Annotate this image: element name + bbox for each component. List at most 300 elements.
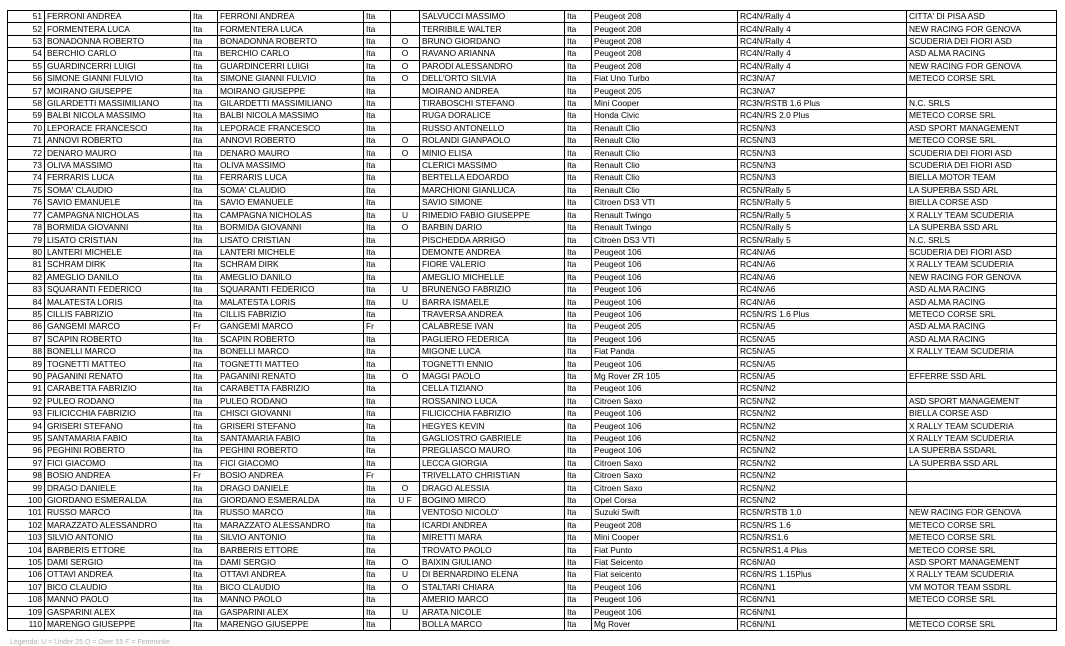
cell-mark	[391, 432, 420, 444]
cell-driver-nat: Ita	[191, 184, 218, 196]
cell-entrant: GIORDANO ESMERALDA	[218, 494, 364, 506]
cell-driver-nat: Ita	[191, 544, 218, 556]
cell-entrant: ANNOVI ROBERTO	[218, 135, 364, 147]
cell-mark	[391, 110, 420, 122]
cell-entrant-nat: Ita	[364, 159, 391, 171]
cell-codriver-nat: Ita	[565, 60, 592, 72]
cell-codriver: RUSSO ANTONELLO	[420, 122, 565, 134]
cell-car: Fiat Punto	[592, 544, 738, 556]
cell-n: 75	[8, 184, 45, 196]
table-row	[8, 333, 1057, 345]
cell-entrant: SILVIO ANTONIO	[218, 532, 364, 544]
table-row	[8, 209, 1057, 221]
cell-mark: O	[391, 60, 420, 72]
cell-class: RC5N/A5	[738, 370, 907, 382]
cell-car: Peugeot 106	[592, 296, 738, 308]
cell-n: 105	[8, 556, 45, 568]
cell-driver: SOMA' CLAUDIO	[45, 184, 191, 196]
cell-codriver-nat: Ita	[565, 159, 592, 171]
cell-class: RC5N/Rally 5	[738, 184, 907, 196]
cell-entrant: GUARDINCERRI LUIGI	[218, 60, 364, 72]
table-row	[8, 482, 1057, 494]
cell-codriver-nat: Ita	[565, 420, 592, 432]
cell-class: RC5N/N2	[738, 482, 907, 494]
cell-class: RC5N/N2	[738, 432, 907, 444]
cell-class: RC4N/Rally 4	[738, 48, 907, 60]
cell-team: ASD ALMA RACING	[907, 296, 1057, 308]
cell-driver-nat: Ita	[191, 457, 218, 469]
cell-n: 96	[8, 445, 45, 457]
cell-n: 92	[8, 395, 45, 407]
cell-n: 77	[8, 209, 45, 221]
table-row	[8, 246, 1057, 258]
cell-entrant-nat: Ita	[364, 494, 391, 506]
cell-codriver: GAGLIOSTRO GABRIELE	[420, 432, 565, 444]
cell-driver: DAMI SERGIO	[45, 556, 191, 568]
cell-codriver-nat: Ita	[565, 618, 592, 630]
cell-class: RC5N/N2	[738, 494, 907, 506]
cell-n: 58	[8, 97, 45, 109]
cell-driver-nat: Ita	[191, 221, 218, 233]
cell-mark	[391, 184, 420, 196]
cell-team: X RALLY TEAM SCUDERIA	[907, 259, 1057, 271]
cell-mark	[391, 85, 420, 97]
cell-driver: SIMONE GIANNI FULVIO	[45, 73, 191, 85]
cell-team: N.C. SRLS	[907, 97, 1057, 109]
cell-entrant-nat: Ita	[364, 60, 391, 72]
entry-list-sheet	[7, 10, 1057, 631]
table-row	[8, 408, 1057, 420]
cell-driver: FORMENTERA LUCA	[45, 23, 191, 35]
cell-class: RC5N/N3	[738, 135, 907, 147]
cell-entrant-nat: Ita	[364, 97, 391, 109]
cell-car: Peugeot 106	[592, 420, 738, 432]
cell-team	[907, 470, 1057, 482]
cell-entrant-nat: Ita	[364, 507, 391, 519]
cell-entrant: MARAZZATO ALESSANDRO	[218, 519, 364, 531]
cell-codriver-nat: Ita	[565, 110, 592, 122]
cell-codriver-nat: Ita	[565, 556, 592, 568]
cell-codriver-nat: Ita	[565, 594, 592, 606]
cell-mark	[391, 594, 420, 606]
cell-car: Renault Clio	[592, 184, 738, 196]
cell-n: 56	[8, 73, 45, 85]
cell-codriver: LECCA GIORGIA	[420, 457, 565, 469]
cell-team	[907, 85, 1057, 97]
cell-codriver-nat: Ita	[565, 408, 592, 420]
table-row	[8, 172, 1057, 184]
cell-driver-nat: Ita	[191, 308, 218, 320]
cell-car: Peugeot 205	[592, 321, 738, 333]
cell-team: BIELLA CORSE ASD	[907, 197, 1057, 209]
table-row	[8, 184, 1057, 196]
cell-team: METECO CORSE SRL	[907, 618, 1057, 630]
cell-car: Renault Twingo	[592, 221, 738, 233]
cell-car: Peugeot 106	[592, 259, 738, 271]
cell-class: RC5N/N2	[738, 457, 907, 469]
cell-team: METECO CORSE SRL	[907, 135, 1057, 147]
cell-entrant-nat: Ita	[364, 35, 391, 47]
cell-team	[907, 494, 1057, 506]
cell-driver-nat: Ita	[191, 569, 218, 581]
cell-car: Suzuki Swift	[592, 507, 738, 519]
cell-driver-nat: Ita	[191, 345, 218, 357]
cell-entrant: OTTAVI ANDREA	[218, 569, 364, 581]
cell-codriver: STALTARI CHIARA	[420, 581, 565, 593]
cell-driver-nat: Ita	[191, 23, 218, 35]
cell-class: RC5N/N2	[738, 408, 907, 420]
cell-team: X RALLY TEAM SCUDERIA	[907, 345, 1057, 357]
cell-entrant-nat: Ita	[364, 432, 391, 444]
cell-codriver: TERRIBILE WALTER	[420, 23, 565, 35]
cell-codriver-nat: Ita	[565, 246, 592, 258]
cell-driver-nat: Ita	[191, 618, 218, 630]
cell-codriver: TRAVERSA ANDREA	[420, 308, 565, 320]
cell-car: Citroen Saxo	[592, 470, 738, 482]
cell-class: RC5N/N3	[738, 159, 907, 171]
cell-driver: AMEGLIO DANILO	[45, 271, 191, 283]
cell-class: RC5N/N3	[738, 147, 907, 159]
table-row	[8, 345, 1057, 357]
cell-team: NEW RACING FOR GENOVA	[907, 507, 1057, 519]
cell-codriver-nat: Ita	[565, 395, 592, 407]
cell-codriver: BOLLA MARCO	[420, 618, 565, 630]
cell-mark: U	[391, 569, 420, 581]
cell-team: NEW RACING FOR GENOVA	[907, 271, 1057, 283]
table-row	[8, 48, 1057, 60]
cell-car: Peugeot 106	[592, 445, 738, 457]
cell-driver-nat: Ita	[191, 370, 218, 382]
cell-team: X RALLY TEAM SCUDERIA	[907, 209, 1057, 221]
cell-codriver-nat: Ita	[565, 283, 592, 295]
cell-team: LA SUPERBA SSDARL	[907, 445, 1057, 457]
cell-codriver: ROSSANINO LUCA	[420, 395, 565, 407]
cell-class: RC6N/N1	[738, 618, 907, 630]
cell-class: RC4N/A6	[738, 259, 907, 271]
cell-driver: SILVIO ANTONIO	[45, 532, 191, 544]
cell-driver-nat: Ita	[191, 358, 218, 370]
cell-codriver-nat: Ita	[565, 333, 592, 345]
cell-n: 99	[8, 482, 45, 494]
cell-n: 88	[8, 345, 45, 357]
cell-n: 101	[8, 507, 45, 519]
cell-entrant-nat: Ita	[364, 197, 391, 209]
cell-codriver-nat: Ita	[565, 470, 592, 482]
cell-codriver: ARATA NICOLE	[420, 606, 565, 618]
cell-n: 52	[8, 23, 45, 35]
cell-mark: O	[391, 73, 420, 85]
cell-entrant-nat: Ita	[364, 519, 391, 531]
cell-driver-nat: Ita	[191, 519, 218, 531]
cell-entrant: LANTERI MICHELE	[218, 246, 364, 258]
table-row	[8, 135, 1057, 147]
cell-mark	[391, 259, 420, 271]
cell-entrant-nat: Ita	[364, 532, 391, 544]
cell-team: METECO CORSE SRL	[907, 519, 1057, 531]
cell-entrant: CAMPAGNA NICHOLAS	[218, 209, 364, 221]
cell-codriver: FIORE VALERIO	[420, 259, 565, 271]
cell-driver-nat: Ita	[191, 408, 218, 420]
cell-codriver: MOIRANO ANDREA	[420, 85, 565, 97]
cell-class: RC5N/RS1.6	[738, 532, 907, 544]
cell-driver: GRISERI STEFANO	[45, 420, 191, 432]
cell-n: 109	[8, 606, 45, 618]
cell-team: NEW RACING FOR GENOVA	[907, 23, 1057, 35]
cell-entrant: MANNO PAOLO	[218, 594, 364, 606]
cell-class: RC6N/N1	[738, 606, 907, 618]
cell-driver: SANTAMARIA FABIO	[45, 432, 191, 444]
cell-class: RC5N/RS 1.6	[738, 519, 907, 531]
cell-entrant: FORMENTERA LUCA	[218, 23, 364, 35]
cell-codriver-nat: Ita	[565, 432, 592, 444]
cell-mark	[391, 470, 420, 482]
table-row	[8, 445, 1057, 457]
cell-class: RC6N/N1	[738, 594, 907, 606]
cell-entrant-nat: Ita	[364, 135, 391, 147]
cell-class: RC5N/RS1.4 Plus	[738, 544, 907, 556]
cell-driver: BONELLI MARCO	[45, 345, 191, 357]
cell-entrant-nat: Ita	[364, 383, 391, 395]
cell-driver-nat: Ita	[191, 259, 218, 271]
cell-n: 79	[8, 234, 45, 246]
cell-codriver: RIMEDIO FABIO GIUSEPPE	[420, 209, 565, 221]
cell-codriver-nat: Ita	[565, 321, 592, 333]
cell-car: Peugeot 208	[592, 11, 738, 23]
cell-codriver: BRUNENGO FABRIZIO	[420, 283, 565, 295]
cell-n: 107	[8, 581, 45, 593]
cell-entrant-nat: Ita	[364, 246, 391, 258]
cell-team: METECO CORSE SRL	[907, 110, 1057, 122]
cell-codriver: AMEGLIO MICHELLE	[420, 271, 565, 283]
table-row	[8, 519, 1057, 531]
cell-n: 73	[8, 159, 45, 171]
cell-entrant-nat: Ita	[364, 85, 391, 97]
cell-driver: GANGEMI MARCO	[45, 321, 191, 333]
cell-n: 76	[8, 197, 45, 209]
cell-entrant-nat: Ita	[364, 110, 391, 122]
cell-car: Mini Cooper	[592, 532, 738, 544]
cell-codriver: TIRABOSCHI STEFANO	[420, 97, 565, 109]
cell-team: ASD ALMA RACING	[907, 321, 1057, 333]
cell-team: SCUDERIA DEI FIORI ASD	[907, 159, 1057, 171]
cell-mark	[391, 457, 420, 469]
cell-driver: GIORDANO ESMERALDA	[45, 494, 191, 506]
table-row	[8, 73, 1057, 85]
table-row	[8, 581, 1057, 593]
cell-mark	[391, 271, 420, 283]
cell-entrant-nat: Ita	[364, 358, 391, 370]
table-row	[8, 383, 1057, 395]
cell-codriver: DI BERNARDINO ELENA	[420, 569, 565, 581]
cell-mark	[391, 321, 420, 333]
cell-codriver: SALVUCCI MASSIMO	[420, 11, 565, 23]
cell-car: Peugeot 106	[592, 594, 738, 606]
cell-car: Peugeot 106	[592, 358, 738, 370]
cell-car: Peugeot 208	[592, 35, 738, 47]
cell-codriver: MAGGI PAOLO	[420, 370, 565, 382]
cell-entrant-nat: Ita	[364, 370, 391, 382]
cell-entrant-nat: Ita	[364, 283, 391, 295]
cell-mark	[391, 172, 420, 184]
cell-codriver-nat: Ita	[565, 532, 592, 544]
cell-entrant: SCAPIN ROBERTO	[218, 333, 364, 345]
cell-entrant: LEPORACE FRANCESCO	[218, 122, 364, 134]
cell-driver-nat: Ita	[191, 594, 218, 606]
cell-n: 108	[8, 594, 45, 606]
cell-entrant-nat: Ita	[364, 581, 391, 593]
cell-driver: CILLIS FABRIZIO	[45, 308, 191, 320]
cell-codriver: DELL'ORTO SILVIA	[420, 73, 565, 85]
cell-codriver-nat: Ita	[565, 48, 592, 60]
cell-driver: GUARDINCERRI LUIGI	[45, 60, 191, 72]
cell-mark	[391, 97, 420, 109]
cell-car: Renault Clio	[592, 147, 738, 159]
cell-entrant: OLIVA MASSIMO	[218, 159, 364, 171]
cell-codriver: ROLANDI GIANPAOLO	[420, 135, 565, 147]
cell-entrant: PEGHINI ROBERTO	[218, 445, 364, 457]
cell-entrant-nat: Ita	[364, 209, 391, 221]
entry-list-table	[7, 10, 1057, 631]
cell-n: 70	[8, 122, 45, 134]
table-row	[8, 122, 1057, 134]
cell-entrant: SAVIO EMANUELE	[218, 197, 364, 209]
cell-codriver-nat: Ita	[565, 85, 592, 97]
cell-codriver: HEGYES KEVIN	[420, 420, 565, 432]
cell-driver-nat: Ita	[191, 234, 218, 246]
cell-entrant: GANGEMI MARCO	[218, 321, 364, 333]
cell-mark: U	[391, 209, 420, 221]
cell-car: Citroen Saxo	[592, 482, 738, 494]
cell-car: Fiat Uno Turbo	[592, 73, 738, 85]
cell-driver: CAMPAGNA NICHOLAS	[45, 209, 191, 221]
cell-driver-nat: Ita	[191, 97, 218, 109]
cell-car: Mini Cooper	[592, 97, 738, 109]
cell-codriver-nat: Ita	[565, 209, 592, 221]
cell-codriver: VENTOSO NICOLO'	[420, 507, 565, 519]
cell-entrant-nat: Fr	[364, 470, 391, 482]
cell-driver: LISATO CRISTIAN	[45, 234, 191, 246]
cell-entrant-nat: Ita	[364, 408, 391, 420]
cell-mark	[391, 333, 420, 345]
cell-entrant-nat: Ita	[364, 48, 391, 60]
cell-driver: GILARDETTI MASSIMILIANO	[45, 97, 191, 109]
cell-driver: BORMIDA GIOVANNI	[45, 221, 191, 233]
cell-driver-nat: Ita	[191, 246, 218, 258]
table-row	[8, 370, 1057, 382]
cell-class: RC6N/RS 1.15Plus	[738, 569, 907, 581]
cell-class: RC5N/N2	[738, 470, 907, 482]
table-row	[8, 110, 1057, 122]
cell-driver-nat: Ita	[191, 209, 218, 221]
table-row	[8, 221, 1057, 233]
cell-n: 93	[8, 408, 45, 420]
cell-entrant: BONELLI MARCO	[218, 345, 364, 357]
cell-class: RC5N/N2	[738, 383, 907, 395]
cell-codriver: MINIO ELISA	[420, 147, 565, 159]
cell-mark: O	[391, 135, 420, 147]
table-row	[8, 321, 1057, 333]
cell-codriver: FILICICCHIA FABRIZIO	[420, 408, 565, 420]
cell-entrant-nat: Ita	[364, 147, 391, 159]
cell-n: 106	[8, 569, 45, 581]
cell-team	[907, 383, 1057, 395]
cell-entrant-nat: Ita	[364, 618, 391, 630]
cell-entrant-nat: Ita	[364, 594, 391, 606]
cell-entrant-nat: Ita	[364, 221, 391, 233]
cell-n: 55	[8, 60, 45, 72]
cell-class: RC3N/RSTB 1.6 Plus	[738, 97, 907, 109]
cell-codriver: MIRETTI MARA	[420, 532, 565, 544]
cell-team: BIELLA CORSE ASD	[907, 408, 1057, 420]
cell-n: 90	[8, 370, 45, 382]
cell-mark: O	[391, 48, 420, 60]
cell-codriver: ICARDI ANDREA	[420, 519, 565, 531]
cell-driver: MOIRANO GIUSEPPE	[45, 85, 191, 97]
cell-codriver: AMERIO MARCO	[420, 594, 565, 606]
cell-entrant-nat: Ita	[364, 445, 391, 457]
cell-driver: MARENGO GIUSEPPE	[45, 618, 191, 630]
cell-codriver-nat: Ita	[565, 519, 592, 531]
cell-mark	[391, 395, 420, 407]
cell-mark: O	[391, 556, 420, 568]
cell-codriver: PARODI ALESSANDRO	[420, 60, 565, 72]
cell-class: RC5N/N3	[738, 172, 907, 184]
table-row	[8, 494, 1057, 506]
cell-entrant-nat: Ita	[364, 544, 391, 556]
cell-mark	[391, 246, 420, 258]
table-row	[8, 11, 1057, 23]
cell-codriver: BERTELLA EDOARDO	[420, 172, 565, 184]
cell-class: RC4N/Rally 4	[738, 60, 907, 72]
cell-codriver-nat: Ita	[565, 234, 592, 246]
cell-codriver-nat: Ita	[565, 296, 592, 308]
cell-entrant: GASPARINI ALEX	[218, 606, 364, 618]
cell-driver-nat: Ita	[191, 581, 218, 593]
cell-car: Peugeot 106	[592, 383, 738, 395]
cell-car: Citroen Saxo	[592, 457, 738, 469]
cell-entrant-nat: Ita	[364, 11, 391, 23]
cell-n: 84	[8, 296, 45, 308]
cell-entrant-nat: Ita	[364, 395, 391, 407]
cell-driver: BARBERIS ETTORE	[45, 544, 191, 556]
cell-codriver-nat: Ita	[565, 569, 592, 581]
cell-team	[907, 482, 1057, 494]
cell-n: 103	[8, 532, 45, 544]
cell-driver-nat: Ita	[191, 85, 218, 97]
table-row	[8, 296, 1057, 308]
cell-n: 53	[8, 35, 45, 47]
cell-driver: OLIVA MASSIMO	[45, 159, 191, 171]
cell-mark: O	[391, 221, 420, 233]
cell-driver: RUSSO MARCO	[45, 507, 191, 519]
cell-mark	[391, 532, 420, 544]
cell-car: Peugeot 106	[592, 283, 738, 295]
cell-n: 59	[8, 110, 45, 122]
cell-class: RC4N/A6	[738, 246, 907, 258]
cell-codriver-nat: Ita	[565, 122, 592, 134]
table-row	[8, 432, 1057, 444]
cell-car: Renault Clio	[592, 159, 738, 171]
cell-codriver-nat: Ita	[565, 544, 592, 556]
cell-driver-nat: Fr	[191, 321, 218, 333]
cell-team: METECO CORSE SRL	[907, 544, 1057, 556]
cell-codriver-nat: Ita	[565, 11, 592, 23]
cell-driver: FERRARIS LUCA	[45, 172, 191, 184]
cell-driver: DENARO MAURO	[45, 147, 191, 159]
cell-entrant: TOGNETTI MATTEO	[218, 358, 364, 370]
cell-car: Peugeot 106	[592, 432, 738, 444]
cell-class: RC5N/RSTB 1.0	[738, 507, 907, 519]
